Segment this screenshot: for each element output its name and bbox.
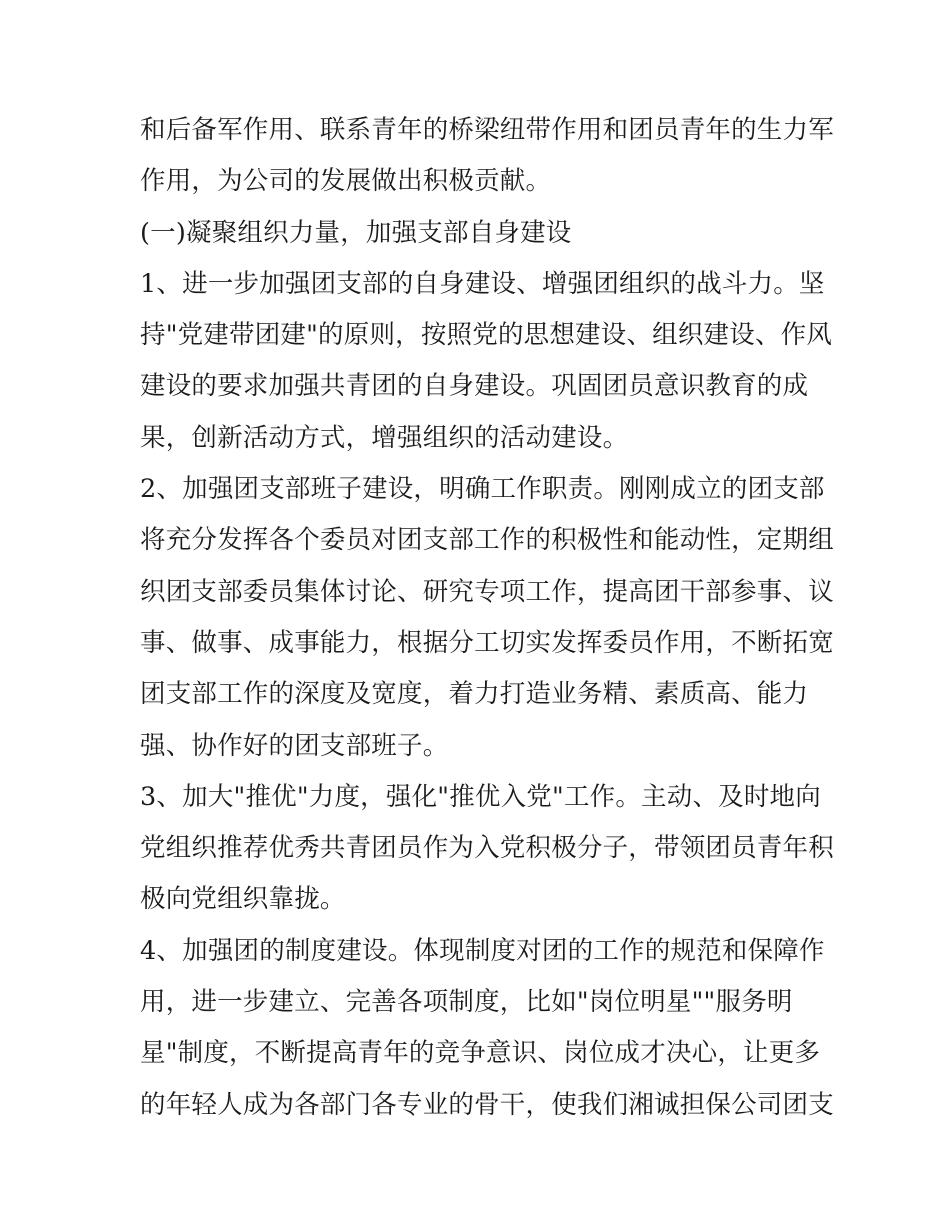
section-heading: (一)凝聚组织力量，加强支部自身建设 <box>140 217 572 248</box>
document-body <box>140 105 834 1131</box>
text-line: 1、进一步加强团支部的自身建设、增强团组织的战斗力。坚 <box>140 268 825 299</box>
text-line: 的年轻人成为各部门各专业的骨干，使我们湘诚担保公司团支 <box>140 1089 834 1120</box>
text-line: 果，创新活动方式，增强组织的活动建设。 <box>140 422 629 453</box>
text-line: 党组织推荐优秀共青团员作为入党积极分子，带领团员青年积 <box>140 833 834 864</box>
text-line: 极向党组织靠拢。 <box>140 884 346 915</box>
text-line: 4、加强团的制度建设。体现制度对团的工作的规范和保障作 <box>140 935 825 966</box>
text-line: 2、加强团支部班子建设，明确工作职责。刚刚成立的团支部 <box>140 474 825 505</box>
text-line: 用，进一步建立、完善各项制度，比如"岗位明星""服务明 <box>140 987 793 1018</box>
text-line: 将充分发挥各个委员对团支部工作的积极性和能动性，定期组 <box>140 525 834 556</box>
text-line: 团支部工作的深度及宽度，着力打造业务精、素质高、能力 <box>140 679 809 710</box>
text-line: 作用，为公司的发展做出积极贡献。 <box>140 166 552 197</box>
text-line: 3、加大"推优"力度，强化"推优入党"工作。主动、及时地向 <box>140 781 821 812</box>
text-line: 事、做事、成事能力，根据分工切实发挥委员作用，不断拓宽 <box>140 627 834 658</box>
text-line: 强、协作好的团支部班子。 <box>140 730 449 761</box>
text-line: 和后备军作用、联系青年的桥梁纽带作用和团员青年的生力军 <box>140 115 834 145</box>
text-line: 星"制度，不断提高青年的竞争意识、岗位成才决心，让更多 <box>140 1038 821 1069</box>
text-line: 建设的要求加强共青团的自身建设。巩固团员意识教育的成 <box>140 371 809 402</box>
text-line: 织团支部委员集体讨论、研究专项工作，提高团干部参事、议 <box>140 576 834 607</box>
text-line: 持"党建带团建"的原则，按照党的思想建设、组织建设、作风 <box>140 320 833 351</box>
